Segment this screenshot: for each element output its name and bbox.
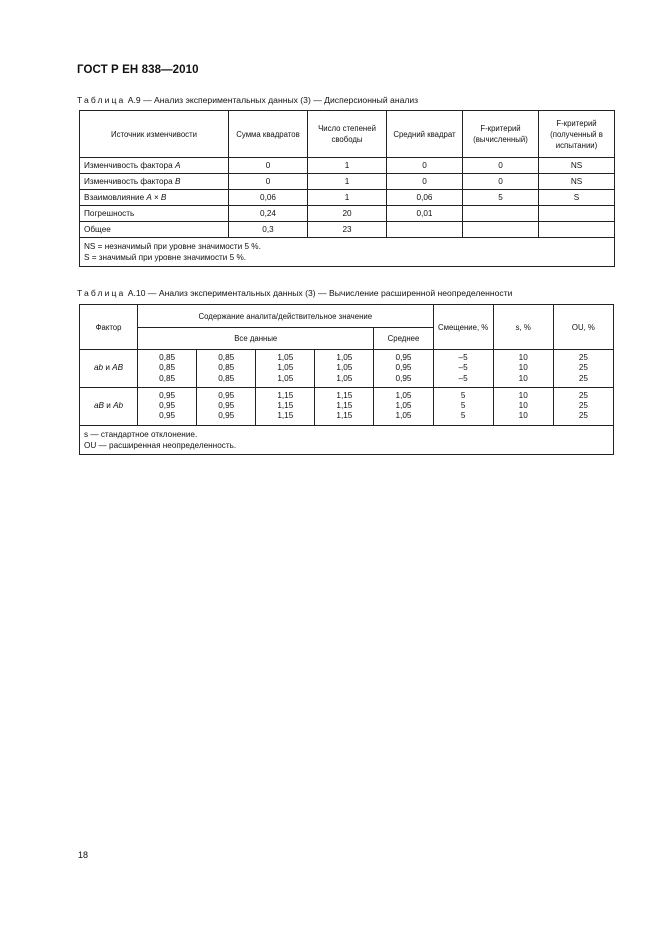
factor-a: aB (93, 401, 104, 411)
value: 0,95 (395, 363, 412, 373)
table-row (80, 190, 615, 206)
value: 0,95 (159, 390, 176, 400)
cell-mean (374, 350, 433, 388)
col-header-ou: OU, % (553, 305, 613, 350)
value: 1,05 (395, 401, 412, 411)
cell-s (493, 387, 553, 425)
table-row (80, 158, 615, 174)
value: 0,85 (218, 353, 235, 362)
cell-ss: 0 (229, 174, 308, 190)
value: 0,95 (395, 373, 412, 383)
cell-f-calc (463, 206, 539, 222)
note-line: s — стандартное отклонение. (84, 429, 198, 439)
cell-value (256, 350, 315, 388)
value: 10 (518, 363, 528, 373)
cell-f-calc (463, 222, 539, 238)
table9-caption-text: А.9 — Анализ экспериментальных данных (3) — Дисперсионный анализ (125, 95, 419, 105)
cell-source (80, 174, 229, 190)
value: 1,05 (277, 373, 294, 383)
cell-ss: 0,3 (229, 222, 308, 238)
col-header-factor: Фактор (80, 305, 138, 350)
table-row (80, 222, 615, 238)
cell-factor (80, 350, 138, 388)
value: 0,85 (159, 373, 176, 383)
cell-f-test (539, 222, 615, 238)
value: 1,05 (277, 363, 294, 373)
value: 5 (460, 411, 466, 421)
table-header-row (80, 111, 615, 158)
factor-b: Ab (113, 401, 124, 411)
factor-b: AB (112, 363, 124, 373)
cell-value (138, 350, 197, 388)
value: 1,15 (336, 390, 353, 400)
value: 1,05 (336, 373, 353, 383)
factor-join: и (103, 401, 114, 411)
value: 25 (578, 411, 588, 421)
cell-f-calc: 5 (463, 190, 539, 206)
cell-source (80, 190, 229, 206)
factor-join: и (103, 363, 113, 373)
anova-table (79, 110, 615, 267)
col-header-f-calc: F-критерий (вычисленный) (463, 111, 539, 158)
note-line: S = значимый при уровне значимости 5 %. (84, 253, 247, 262)
value: 10 (518, 373, 528, 383)
cell-ms: 0,01 (387, 206, 463, 222)
note-line: OU — расширенная неопределенность. (84, 440, 237, 450)
table10-caption-prefix: Таблица (77, 288, 126, 298)
col-header-s: s, % (493, 305, 553, 350)
table9-caption-prefix: Таблица (77, 95, 126, 105)
value: 0,95 (395, 353, 412, 362)
factor-text: A × B (146, 193, 167, 202)
cell-ms: 0 (387, 158, 463, 174)
cell-source: Общее (80, 222, 229, 238)
cell-df: 1 (308, 190, 387, 206)
uncertainty-table (79, 304, 614, 455)
value: 0,95 (218, 411, 235, 421)
cell-ss: 0 (229, 158, 308, 174)
value: 10 (518, 353, 528, 362)
value: 10 (518, 390, 528, 400)
cell-f-test: NS (539, 158, 615, 174)
table-notes (80, 425, 614, 454)
cell-value (256, 387, 315, 425)
value: 1,15 (277, 401, 294, 411)
cell-f-calc: 0 (463, 158, 539, 174)
cell-ms: 0 (387, 174, 463, 190)
value: 1,15 (336, 401, 353, 411)
col-header-mean: Среднее (374, 328, 433, 350)
cell-bias (433, 350, 493, 388)
value: 5 (460, 401, 466, 411)
source-text: Изменчивость фактора (84, 161, 175, 170)
value: 1,15 (277, 411, 294, 421)
table-row (80, 206, 615, 222)
cell-f-test (539, 206, 615, 222)
cell-source (80, 158, 229, 174)
value: 25 (578, 401, 588, 411)
source-text: Взаимовлияние (84, 193, 147, 202)
cell-value (197, 350, 256, 388)
cell-ou (553, 387, 613, 425)
value: –5 (458, 353, 468, 362)
cell-df: 23 (308, 222, 387, 238)
col-header-df: Число степеней свободы (308, 111, 387, 158)
page-number: 18 (78, 850, 89, 860)
cell-ou (553, 350, 613, 388)
cell-ms: 0,06 (387, 190, 463, 206)
source-text: Изменчивость фактора (84, 177, 175, 186)
cell-source: Погрешность (80, 206, 229, 222)
value: 0,95 (218, 390, 235, 400)
factor-a: ab (93, 363, 104, 373)
cell-df: 1 (308, 174, 387, 190)
value: 5 (460, 390, 466, 400)
col-header-ss: Сумма квадратов (229, 111, 308, 158)
value: 1,05 (395, 411, 412, 421)
table10-caption (77, 288, 512, 298)
value: 25 (578, 373, 588, 383)
cell-value (197, 387, 256, 425)
factor-text: B (174, 177, 181, 186)
cell-ss: 0,06 (229, 190, 308, 206)
cell-factor (80, 387, 138, 425)
cell-mean (374, 387, 433, 425)
cell-df: 20 (308, 206, 387, 222)
col-header-content: Содержание аналита/действительное значение (138, 305, 433, 328)
table-notes (80, 238, 615, 267)
factor-text: A (174, 161, 181, 170)
value: 1,05 (336, 363, 353, 373)
document-header: ГОСТ Р ЕН 838—2010 (77, 64, 199, 76)
value: 25 (578, 390, 588, 400)
value: 1,05 (277, 353, 294, 362)
value: 0,85 (218, 363, 235, 373)
col-header-source: Источник изменчивости (80, 111, 229, 158)
cell-df: 1 (308, 158, 387, 174)
value: 25 (578, 363, 588, 373)
table9-caption (77, 95, 418, 105)
value: 0,95 (159, 401, 176, 411)
cell-s (493, 350, 553, 388)
col-header-bias: Смещение, % (433, 305, 493, 350)
value: 1,15 (336, 411, 353, 421)
note-line: NS = незначимый при уровне значимости 5 %. (84, 242, 261, 251)
cell-ss: 0,24 (229, 206, 308, 222)
col-header-ms: Средний квадрат (387, 111, 463, 158)
cell-value (138, 387, 197, 425)
value: 1,15 (277, 390, 294, 400)
value: 0,95 (218, 401, 235, 411)
value: 0,85 (159, 353, 176, 362)
cell-value (315, 350, 374, 388)
value: 0,85 (159, 363, 176, 373)
table-row-group (80, 350, 614, 388)
cell-f-test: S (539, 190, 615, 206)
col-header-f-test: F-критерий (полученный в испытании) (539, 111, 615, 158)
value: 1,05 (336, 353, 353, 362)
cell-bias (433, 387, 493, 425)
table-header-row (80, 305, 614, 328)
table-row-group (80, 387, 614, 425)
table-row (80, 174, 615, 190)
value: 10 (518, 411, 528, 421)
cell-f-test: NS (539, 174, 615, 190)
value: –5 (458, 363, 468, 373)
cell-ms (387, 222, 463, 238)
value: –5 (458, 373, 468, 383)
value: 10 (518, 401, 528, 411)
table10-caption-text: А.10 — Анализ экспериментальных данных (3) — Вычисление расширенной неопределенности (125, 288, 513, 298)
table-notes-row (80, 425, 614, 454)
col-header-all-data: Все данные (138, 328, 374, 350)
table-notes-row (80, 238, 615, 267)
value: 25 (578, 353, 588, 362)
value: 0,95 (159, 411, 176, 421)
cell-value (315, 387, 374, 425)
value: 0,85 (218, 373, 235, 383)
value: 1,05 (395, 390, 412, 400)
cell-f-calc: 0 (463, 174, 539, 190)
